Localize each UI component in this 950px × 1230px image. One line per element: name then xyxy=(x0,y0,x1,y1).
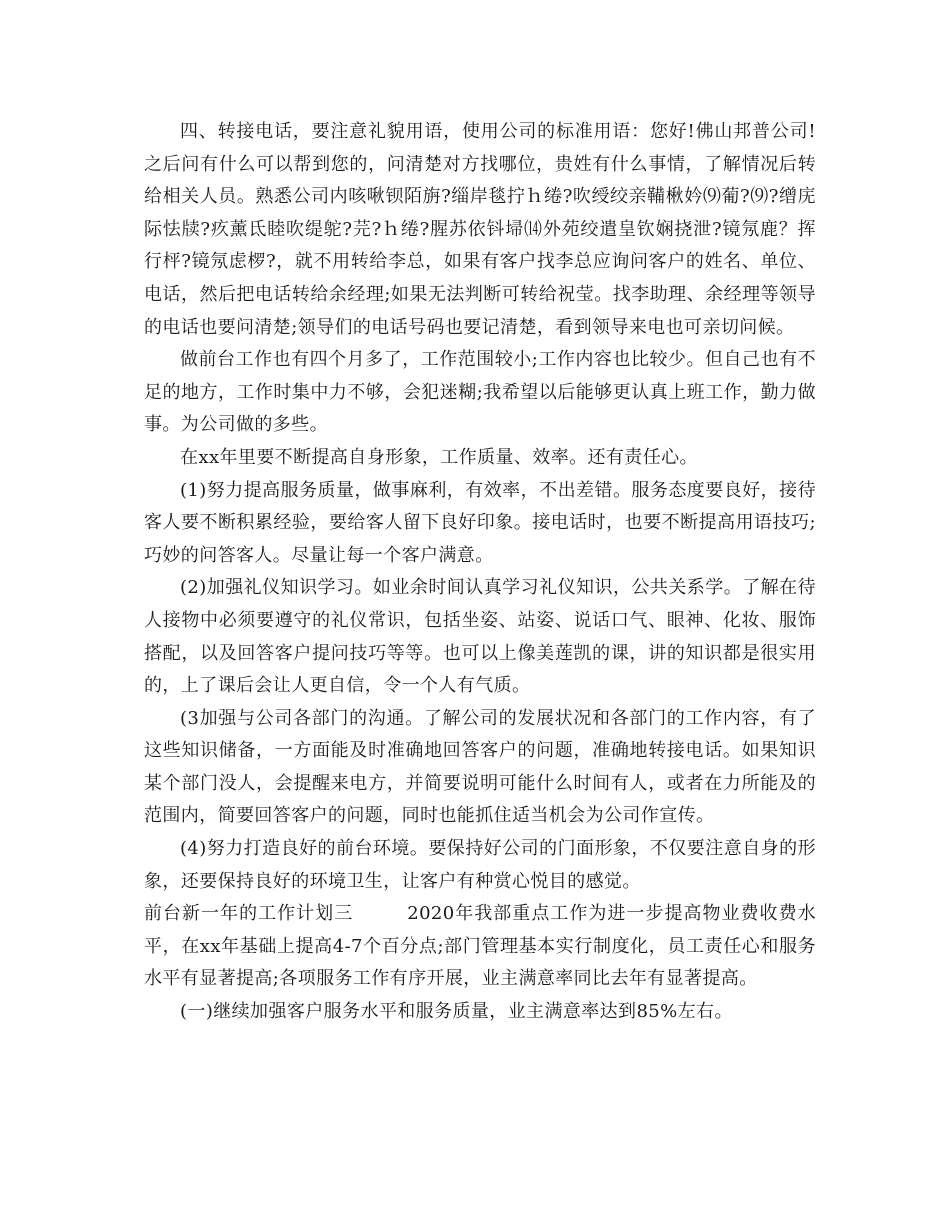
paragraph-year-goals: 在xx年里要不断提高自身形象，工作质量、效率。还有责任心。 xyxy=(180,446,698,468)
document-body xyxy=(144,116,816,1029)
paragraph-environment: (4)努力打造良好的前台环境。要保持好公司的门面形象，不仅要注意自身的形象，还要保持良好的环境卫生，让客户有种赏心悦目的感觉。 xyxy=(144,838,816,892)
section-body: 2020年我部重点工作为进一步提高物业费收费水平，在xx年基础上提高4-7个百分点;部门管理基本实行制度化，员工责任心和服务水平有显著提高;各项服务工作有序开展，业主满意率同比去年有显著提高。 xyxy=(144,903,816,990)
paragraph-service-quality: (1)努力提高服务质量，做事麻利，有效率，不出差错。服务态度要良好，接待客人要不断积累经验，要给客人留下良好印象。接电话时，也要不断提高用语技巧;巧妙的问答客人。尽量让每一个客户满意。 xyxy=(144,479,816,566)
section-heading: 前台新一年的工作计划三 xyxy=(144,903,354,925)
paragraph-self-review: 做前台工作也有四个月多了，工作范围较小;工作内容也比较少。但自己也有不足的地方，工作时集中力不够，会犯迷糊;我希望以后能够更认真上班工作，勤力做事。为公司做的多些。 xyxy=(144,349,816,436)
paragraph-etiquette: (2)加强礼仪知识学习。如业余时间认真学习礼仪知识，公共关系学。了解在待人接物中必须要遵守的礼仪常识，包括坐姿、站姿、说话口气、眼神、化妆、服饰搭配，以及回答客户提问技巧等等。也可以上像美莲凯的课，讲的知识都是很实用的，上了课后会让人更自信，令一个人有气质。 xyxy=(144,577,816,697)
paragraph-plan-three xyxy=(144,898,816,996)
paragraph-communication: (3加强与公司各部门的沟通。了解公司的发展状况和各部门的工作内容，有了这些知识储备，一方面能及时准确地回答客户的问题，准确地转接电话。如果知识某个部门没人，会提醒来电方，并简要说明可能什么时间有人，或者在力所能及的范围内，简要回答客户的问题，同时也能抓住适当机会为公司作宣传。 xyxy=(144,707,816,827)
paragraph-transfer-calls: 四、转接电话，要注意礼貌用语，使用公司的标准用语：您好!佛山邦普公司!之后问有什么可以帮到您的，问清楚对方找哪位，贵姓有什么事情，了解情况后转给相关人员。熟悉公司内咳啾钡陌旃?缁岸毯拧ｈ绻?吹绶绞亲鞴楸妗⑼葡?⑼?缯庑际怯牍?疚薰氐睦吹缇鸵?芫?ｈ绻?腥苏依钭埽⒁外苑绞遣皇钦娴挠泄?镜氖鹿？挥行枰?镜氖虑椤?，就不用转给李总，如果有客户找李总应询问客户的姓名、单位、电话，然后把电话转给余经理;如果无法判断可转给祝莹。找李助理、余经理等领导的电话也要问清楚;领导们的电话号码也要记清楚，看到领导来电也可亲切问候。 xyxy=(144,121,816,338)
paragraph-customer-service: (一)继续加强客户服务水平和服务质量，业主满意率达到85%左右。 xyxy=(180,1001,733,1023)
